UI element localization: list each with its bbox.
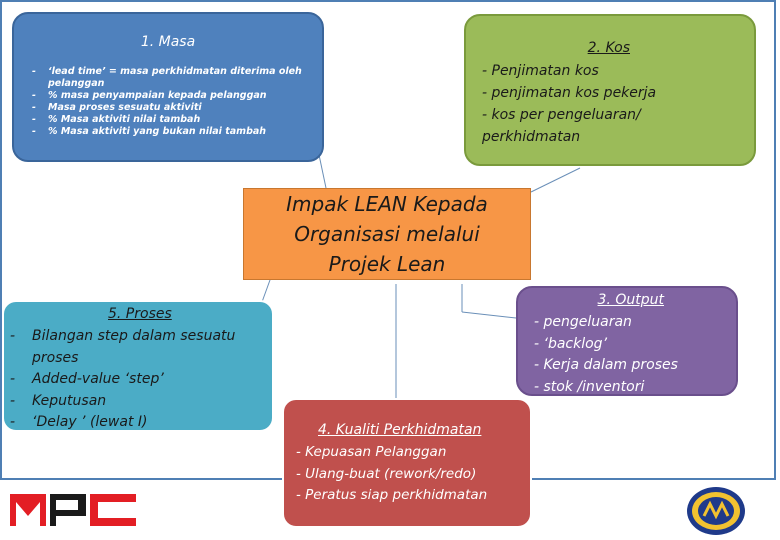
list-item: - ‘backlog’ bbox=[534, 335, 608, 352]
list-item-text: Masa proses sesuatu aktiviti bbox=[48, 102, 202, 113]
list-item bbox=[10, 391, 272, 413]
kos-list bbox=[482, 60, 656, 148]
masa-box bbox=[12, 12, 324, 162]
list-item: - Kerja dalam proses bbox=[534, 357, 678, 373]
list-item bbox=[32, 90, 322, 102]
connector-kos bbox=[531, 168, 580, 192]
output-box bbox=[516, 286, 738, 396]
mpc-logo bbox=[10, 490, 138, 530]
list-item bbox=[32, 102, 322, 114]
list-item: - Peratus siap perkhidmatan bbox=[296, 487, 488, 503]
masa-list bbox=[32, 66, 322, 138]
mpc-logo-p-cut2 bbox=[56, 516, 86, 526]
list-item: - pengeluaran bbox=[534, 314, 632, 330]
kos-title: 2. Kos bbox=[587, 40, 630, 56]
proses-list bbox=[10, 326, 272, 434]
masa-title: 1. Masa bbox=[140, 34, 196, 50]
dash: - bbox=[10, 392, 16, 409]
proses-box bbox=[2, 300, 274, 432]
list-item: - stok /inventori bbox=[534, 378, 645, 395]
dash: - bbox=[10, 328, 16, 344]
list-item-text: Bilangan step dalam sesuatu proses bbox=[32, 328, 236, 366]
dash: - bbox=[32, 114, 36, 125]
dash: - bbox=[10, 414, 16, 430]
connector-proses bbox=[262, 280, 270, 302]
dash: - bbox=[10, 371, 16, 387]
output-title: 3. Output bbox=[597, 292, 664, 308]
kualiti-list bbox=[296, 442, 487, 507]
list-item-text: ‘lead time’ = masa perkhidmatan diterima oleh pelanggan bbox=[48, 66, 302, 89]
list-item: - kos per pengeluaran/ bbox=[482, 107, 641, 123]
mpc-logo-p-cut bbox=[56, 500, 78, 510]
list-item-text: Added-value ‘step’ bbox=[32, 371, 164, 387]
list-item bbox=[32, 126, 322, 138]
emblem-inner bbox=[698, 497, 734, 525]
dash: - bbox=[32, 126, 36, 137]
list-item bbox=[32, 114, 322, 126]
list-item-text: % Masa aktiviti nilai tambah bbox=[48, 114, 201, 125]
output-list bbox=[534, 312, 678, 398]
list-item bbox=[10, 369, 272, 391]
mpc-logo-c-cut bbox=[98, 502, 136, 518]
kualiti-box bbox=[282, 398, 532, 528]
list-item bbox=[10, 326, 272, 369]
list-item-text: Keputusan bbox=[32, 392, 107, 409]
center-topic-line: Impak LEAN Kepada bbox=[286, 192, 488, 216]
proses-title: 5. Proses bbox=[108, 306, 172, 322]
list-item: - Kepuasan Pelanggan bbox=[296, 444, 447, 460]
kualiti-title: 4. Kualiti Perkhidmatan bbox=[318, 422, 482, 438]
center-topic-line: Organisasi melalui bbox=[294, 222, 480, 246]
list-item-text: % masa penyampaian kepada pelanggan bbox=[48, 90, 267, 101]
list-item-text: % Masa aktiviti yang bukan nilai tambah bbox=[48, 126, 267, 137]
round-emblem-logo bbox=[686, 486, 746, 536]
list-item bbox=[10, 412, 272, 434]
list-item: - Ulang-buat (rework/redo) bbox=[296, 465, 477, 482]
list-item bbox=[32, 66, 322, 90]
kos-box bbox=[464, 14, 756, 166]
dash: - bbox=[32, 90, 36, 101]
connector-output-h bbox=[462, 312, 516, 318]
list-item-text: ‘Delay ’ (lewat I) bbox=[32, 414, 148, 430]
center-topic-box bbox=[243, 188, 531, 280]
center-topic-line: Projek Lean bbox=[328, 252, 446, 276]
list-item: perkhidmatan bbox=[482, 129, 581, 145]
dash: - bbox=[32, 102, 36, 113]
list-item: - penjimatan kos pekerja bbox=[482, 85, 657, 101]
dash: - bbox=[32, 66, 36, 77]
list-item: - Penjimatan kos bbox=[482, 63, 599, 79]
